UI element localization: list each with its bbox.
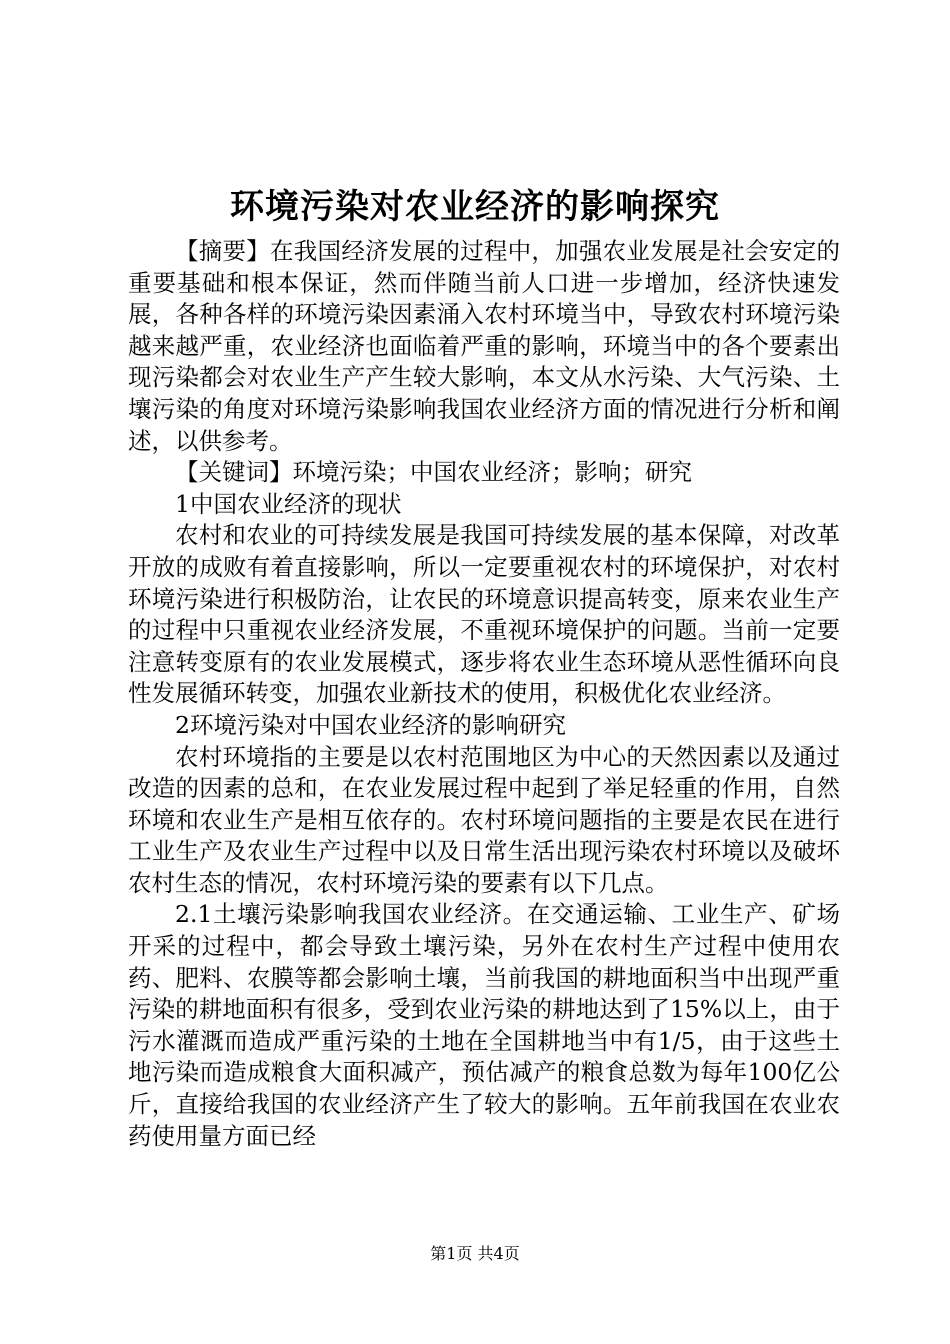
section-heading-2: 2环境污染对中国农业经济的影响研究 bbox=[175, 710, 566, 739]
page-title: 环境污染对农业经济的影响探究 bbox=[230, 187, 720, 227]
section-heading-1: 1中国农业经济的现状 bbox=[175, 489, 402, 518]
body-paragraph: 2.1土壤污染影响我国农业经济。在交通运输、工业生产、矿场开采的过程中，都会导致土壤污染，另外在农村生产过程中使用农药、肥料、农膜等都会影响土壤，当前我国的耕地面积当中出现严重污染的耕地面积有很多，受到农业污染的耕地达到了15%以上，由于污水灌溉而造成严重污染的土地在全国耕地当中有1/5，由于这些土地污染而造成粮食大面积减产，预估减产的粮食总数为每年100亿公斤，直接给我国的农业经济产生了较大的影响。五年前我国在农业农药使用量方面已经 bbox=[128, 900, 840, 1150]
document-body bbox=[128, 236, 840, 1152]
body-paragraph: 农村和农业的可持续发展是我国可持续发展的基本保障，对改革开放的成败有着直接影响，所以一定要重视农村的环境保护，对农村环境污染进行积极防治，让农民的环境意识提高转变，原来农业生产的过程中只重视农业经济发展，不重视环境保护的问题。当前一定要注意转变原有的农业发展模式，逐步将农业生态环境从恶性循环向良性发展循环转变，加强农业新技术的使用，积极优化农业经济。 bbox=[128, 521, 840, 708]
keywords-paragraph: 【关键词】环境污染；中国农业经济；影响；研究 bbox=[175, 458, 692, 487]
body-paragraph: 农村环境指的主要是以农村范围地区为中心的天然因素以及通过改造的因素的总和，在农业发展过程中起到了举足轻重的作用，自然环境和农业生产是相互依存的。农村环境问题指的主要是农民在进行工业生产及农业生产过程中以及日常生活出现污染农村环境以及破坏农村生态的情况，农村环境污染的要素有以下几点。 bbox=[128, 742, 840, 897]
abstract-paragraph: 【摘要】在我国经济发展的过程中，加强农业发展是社会安定的重要基础和根本保证，然而伴随当前人口进一步增加，经济快速发展，各种各样的环境污染因素涌入农村环境当中，导致农村环境污染越来越严重，农业经济也面临着严重的影响，环境当中的各个要素出现污染都会对农业生产产生较大影响，本文从水污染、大气污染、土壤污染的角度对环境污染影响我国农业经济方面的情况进行分析和阐述，以供参考。 bbox=[128, 237, 840, 455]
page-footer: 第1页 共4页 bbox=[430, 1244, 520, 1263]
